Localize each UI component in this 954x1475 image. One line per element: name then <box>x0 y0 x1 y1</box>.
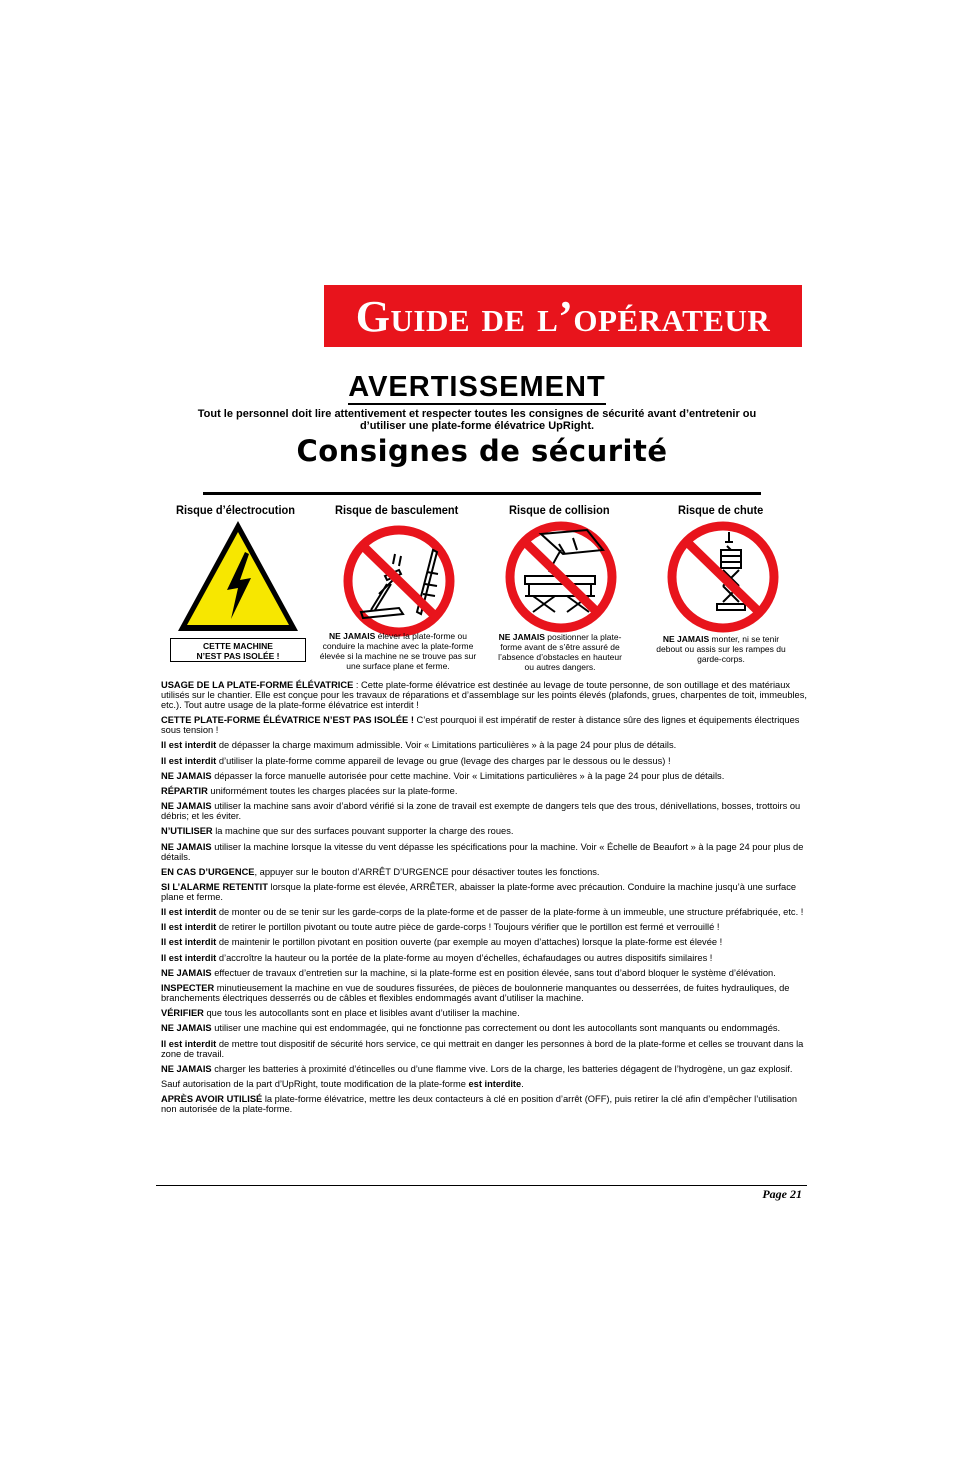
rule-item <box>161 1008 807 1018</box>
rule-bold: APRÈS AVOIR UTILISÉ <box>161 1094 263 1105</box>
rule-item <box>161 907 807 917</box>
guide-title: Guide de l’opérateur <box>355 291 771 341</box>
not-insulated-box <box>170 638 306 662</box>
rule-item <box>161 968 807 978</box>
rule-text: de maintenir le portillon pivotant en position ouverte (par exemple au moyen d’attaches) lorsque la plate-forme est élevée ! <box>216 937 723 948</box>
rule-item <box>161 756 807 766</box>
rule-text: de monter ou de se tenir sur les garde-corps de la plate-forme et de passer de la plate-forme à un immeuble, une structure préfabriquée, etc. ! <box>216 907 804 918</box>
rule-text: utiliser la machine sans avoir d’abord vérifié si la zone de travail est exempte de dangers tels que des trous, dénivellations, bosses, trottoirs ou débris; et les éviter. <box>161 801 801 822</box>
guide-banner <box>324 285 802 347</box>
footer-rule <box>156 1185 807 1186</box>
rule-bold: CETTE PLATE-FORME ÉLÉVATRICE N’EST PAS ISOLÉE ! <box>161 715 414 726</box>
rule-bold: Il est interdit <box>161 922 217 933</box>
rule-item <box>161 715 807 735</box>
rule-bold: Il est interdit <box>161 907 217 918</box>
rule-bold: SI L’ALARME RETENTIT <box>161 881 268 892</box>
rule-bold: USAGE DE LA PLATE-FORME ÉLÉVATRICE <box>161 680 354 690</box>
fall-caption-bold: NE JAMAIS <box>662 634 710 644</box>
rule-item <box>161 826 807 836</box>
rule-bold: Il est interdit <box>161 740 217 751</box>
rule-bold: NE JAMAIS <box>161 967 212 978</box>
rule-text: utiliser la machine lorsque la vitesse du vent dépasse les spécifications pour la machine. Voir « Échelle de Beaufort » à la page 24 pour plus de détails. <box>161 841 804 862</box>
rule-text: de retirer le portillon pivotant ou toute autre pièce de garde-corps ! Toujours vérifier que le portillon est fermé et verrouillé ! <box>216 922 720 933</box>
tip-over-caption <box>318 631 478 671</box>
rule-bold: NE JAMAIS <box>161 770 212 781</box>
rule-bold: EN CAS D’URGENCE <box>161 866 255 877</box>
rule-item <box>161 1079 807 1089</box>
rule-bold: NE JAMAIS <box>161 1063 212 1074</box>
rule-text: que tous les autocollants sont en place et lisibles avant d’utiliser la machine. <box>203 1008 520 1019</box>
electrocution-warning-icon <box>175 518 301 636</box>
tip-over-caption-text: élever la plate-forme ou conduire la machine avec la plate-forme élevée si la machine ne se trouve pas sur une surface plane et ferme. <box>319 631 477 671</box>
warning-heading <box>0 370 954 404</box>
hazard-label-tip-over: Risque de basculement <box>335 503 459 517</box>
collision-prohibited-icon <box>503 520 619 634</box>
rule-item <box>161 1064 807 1074</box>
rule-bold: INSPECTER <box>161 983 215 993</box>
rule-item <box>161 771 807 781</box>
rule-item <box>161 867 807 877</box>
safety-rules <box>161 680 807 1119</box>
rule-item <box>161 786 807 796</box>
hazard-label-fall: Risque de chute <box>678 503 764 517</box>
rule-bold: N’UTILISER <box>161 826 213 837</box>
rule-bold: est interdite <box>468 1078 522 1089</box>
rule-text: d’utiliser la plate-forme comme appareil de levage ou grue (levage des charges par le dessous ou le dessus) ! <box>216 755 671 766</box>
rule-bold: RÉPARTIR <box>161 785 208 796</box>
rule-item <box>161 882 807 902</box>
rule-text: d’accroître la hauteur ou la portée de la plate-forme au moyen d’échelles, échafaudages ou autres dispositifs similaires ! <box>216 952 713 963</box>
rule-text: lorsque la plate-forme est élevée, ARRÊTER, abaisser la plate-forme avec précaution. Conduire la machine jusqu’à une surface plane et ferme. <box>161 881 797 902</box>
divider-rule <box>203 492 761 495</box>
rule-bold: Il est interdit <box>161 952 217 963</box>
rule-text: de mettre tout dispositif de sécurité hors service, ce qui mettrait en danger les personnes à bord de la plate-forme et celles se trouvant dans la zone de travail. <box>161 1038 804 1059</box>
rule-text: Sauf autorisation de la part d’UpRight, toute modification de la plate-forme <box>161 1078 469 1089</box>
collision-caption <box>494 632 626 672</box>
page-number: Page 21 <box>762 1187 802 1201</box>
hazard-label-collision: Risque de collision <box>509 503 610 517</box>
rule-item <box>161 842 807 862</box>
collision-caption-text: positionner la plate-forme avant de s’être assuré de l’absence d’obstacles en hauteur ou autres dangers. <box>498 632 622 672</box>
rule-bold: Il est interdit <box>161 755 217 766</box>
collision-caption-bold: NE JAMAIS <box>498 632 545 642</box>
rule-item <box>161 983 807 1003</box>
safety-title: Consignes de sécurité <box>296 434 668 468</box>
rule-item <box>161 922 807 932</box>
rule-bold: NE JAMAIS <box>161 801 212 812</box>
rule-text: C’est pourquoi il est impératif de rester à distance sûre des lignes et équipements électriques sous tension ! <box>161 715 800 736</box>
rule-text: la machine que sur des surfaces pouvant supporter la charge des roues. <box>212 826 514 837</box>
rule-text: effectuer de travaux d’entretien sur la machine, si la plate-forme est en position élevée, sans tout d’abord bloquer le système d’élévation. <box>211 967 776 978</box>
rule-text: dépasser la force manuelle autorisée pour cette machine. Voir « Limitations particulières » à la page 24 pour plus de détails. <box>211 770 725 781</box>
not-insulated-line2: N’EST PAS ISOLÉE ! <box>196 651 280 661</box>
tip-over-prohibited-icon <box>341 524 457 638</box>
rule-text: charger les batteries à proximité d’étincelles ou d’une flamme vive. Lors de la charge, les batteries dégagent de l’hydrogène, un gaz explosif. <box>211 1063 793 1074</box>
warning-text: Tout le personnel doit lire attentivement et respecter toutes les consignes de sécurité avant d’entretenir ou d’utiliser une plate-forme élévatrice UpRight. <box>197 408 757 432</box>
rule-bold: NE JAMAIS <box>161 841 212 852</box>
rule-item <box>161 1094 807 1114</box>
fall-prohibited-icon <box>665 520 781 634</box>
rule-item <box>161 740 807 750</box>
rule-text: uniformément toutes les charges placées sur la plate-forme. <box>207 785 458 796</box>
rule-item <box>161 1039 807 1059</box>
rule-bold: Il est interdit <box>161 1038 217 1049</box>
not-insulated-line1: CETTE MACHINE <box>203 641 273 651</box>
rule-item <box>161 801 807 821</box>
rule-item <box>161 680 807 710</box>
rule-item <box>161 937 807 947</box>
fall-caption <box>655 634 787 664</box>
rule-bold: VÉRIFIER <box>161 1008 204 1019</box>
rule-bold: Il est interdit <box>161 937 217 948</box>
rule-text: utiliser une machine qui est endommagée, qui ne fonctionne pas correctement ou dont les autocollants sont manquants ou endommagés. <box>211 1023 781 1034</box>
rule-text: de dépasser la charge maximum admissible. Voir « Limitations particulières » à la page 24 pour plus de détails. <box>216 740 677 751</box>
fall-caption-text: monter, ni se tenir debout ou assis sur les rampes du garde-corps. <box>656 634 786 664</box>
rule-text: : Cette plate-forme élévatrice est destinée au levage de toute personne, de son outillage et des matériaux utilisés sur le chantier. Elle est conçue pour les travaux de réparations et d’assemblage sur les points élevés (plafonds, grues, charpentes de toit, immeubles, etc.). Tout autre usage de la plate-forme élévatrice est interdit ! <box>161 680 807 710</box>
rule-item <box>161 1023 807 1033</box>
hazard-label-electrocution: Risque d’électrocution <box>176 503 296 517</box>
tip-over-caption-bold: NE JAMAIS <box>329 631 376 641</box>
rule-text: , appuyer sur le bouton d’ARRÊT D’URGENCE pour désactiver toutes les fonctions. <box>254 866 600 877</box>
rule-text: la plate-forme élévatrice, mettre les deux contacteurs à clé en position d’arrêt (OFF), puis retirer la clé afin d’empêcher l’utilisation non autorisée de la plate-forme. <box>161 1094 798 1115</box>
rule-item <box>161 953 807 963</box>
warning-title: AVERTISSEMENT <box>348 371 606 403</box>
rule-bold: NE JAMAIS <box>161 1023 212 1034</box>
rule-text: . <box>521 1078 524 1089</box>
rule-text: minutieusement la machine en vue de soudures fissurées, de pièces de boulonnerie manquantes ou desserrées, de fuites hydrauliques, de branchements électriques desserrés ou de câbles et flexibles endommagés avant d’utiliser la machine. <box>161 983 790 1003</box>
